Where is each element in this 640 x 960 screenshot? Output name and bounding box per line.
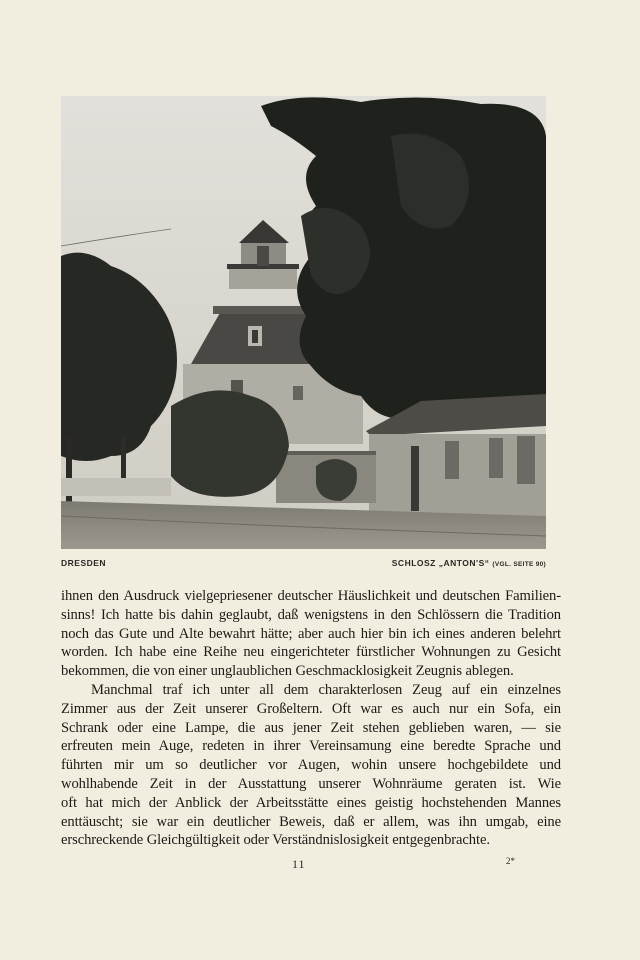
text-line: oft hat mich der Anblick der Arbeitsstätte eines geistig hochstehenden Mannes — [61, 794, 561, 811]
caption-page-reference: (VGL. SEITE 90) — [492, 561, 546, 568]
text-line: erfreuten mein Auge, redeten in ihrer Vereinsamung eine beredte Sprache und — [61, 738, 561, 755]
text-line: ihnen den Ausdruck vielgepriesener deutscher Häuslichkeit und deutschen Familien- — [61, 588, 561, 604]
figure-caption-title — [392, 558, 546, 568]
page-number: 11 — [292, 857, 306, 871]
text-line: worden. Ich habe eine Reihe neu eingerichteter fürstlicher Wohnungen zu Gesicht — [61, 644, 561, 661]
text-line: enttäuscht; sie war ein deutlicher Beweis, daß er allem, was ihn umgab, eine — [61, 813, 561, 830]
text-line: Zimmer aus der Zeit unserer Großeltern. Oft war es auch nur ein Sofa, ein — [61, 700, 561, 717]
text-line: erschreckende Gleichgültigkeit oder Verständnislosigkeit entgegenbrachte. — [61, 832, 490, 849]
text-line: bekommen, die von einer unglaublichen Geschmacklosigkeit Zeugnis ablegen. — [61, 663, 514, 680]
text-line: führten mir um so deutlicher vor Augen, wohin unsere hochgebildete und — [61, 757, 561, 774]
text-line: wohlhabende Zeit in der Ausstattung unserer Wohnräume geraten ist. Wie — [61, 775, 561, 792]
body-text — [61, 587, 561, 850]
caption-title-text: SCHLOSZ „ANTON'S“ — [391, 558, 490, 568]
text-line: noch das Gute und Alte bewahrt hätte; aber auch hier bin ich eines anderen belehrt — [61, 625, 561, 642]
text-line: Manchmal traf ich unter all dem charakterlosen Zeug auf ein einzelnes — [91, 681, 561, 698]
text-line: Schrank oder eine Lampe, die aus jener Zeit stehen geblieben waren, — sie — [61, 719, 561, 736]
signature-mark: 2* — [506, 856, 515, 866]
text-line: sinns! Ich hatte bis dahin geglaubt, daß wenigstens in den Schlössern die Tradition — [61, 606, 561, 623]
figure-caption-place: DRESDEN — [61, 558, 107, 568]
photograph-schloss-antons — [61, 96, 546, 549]
